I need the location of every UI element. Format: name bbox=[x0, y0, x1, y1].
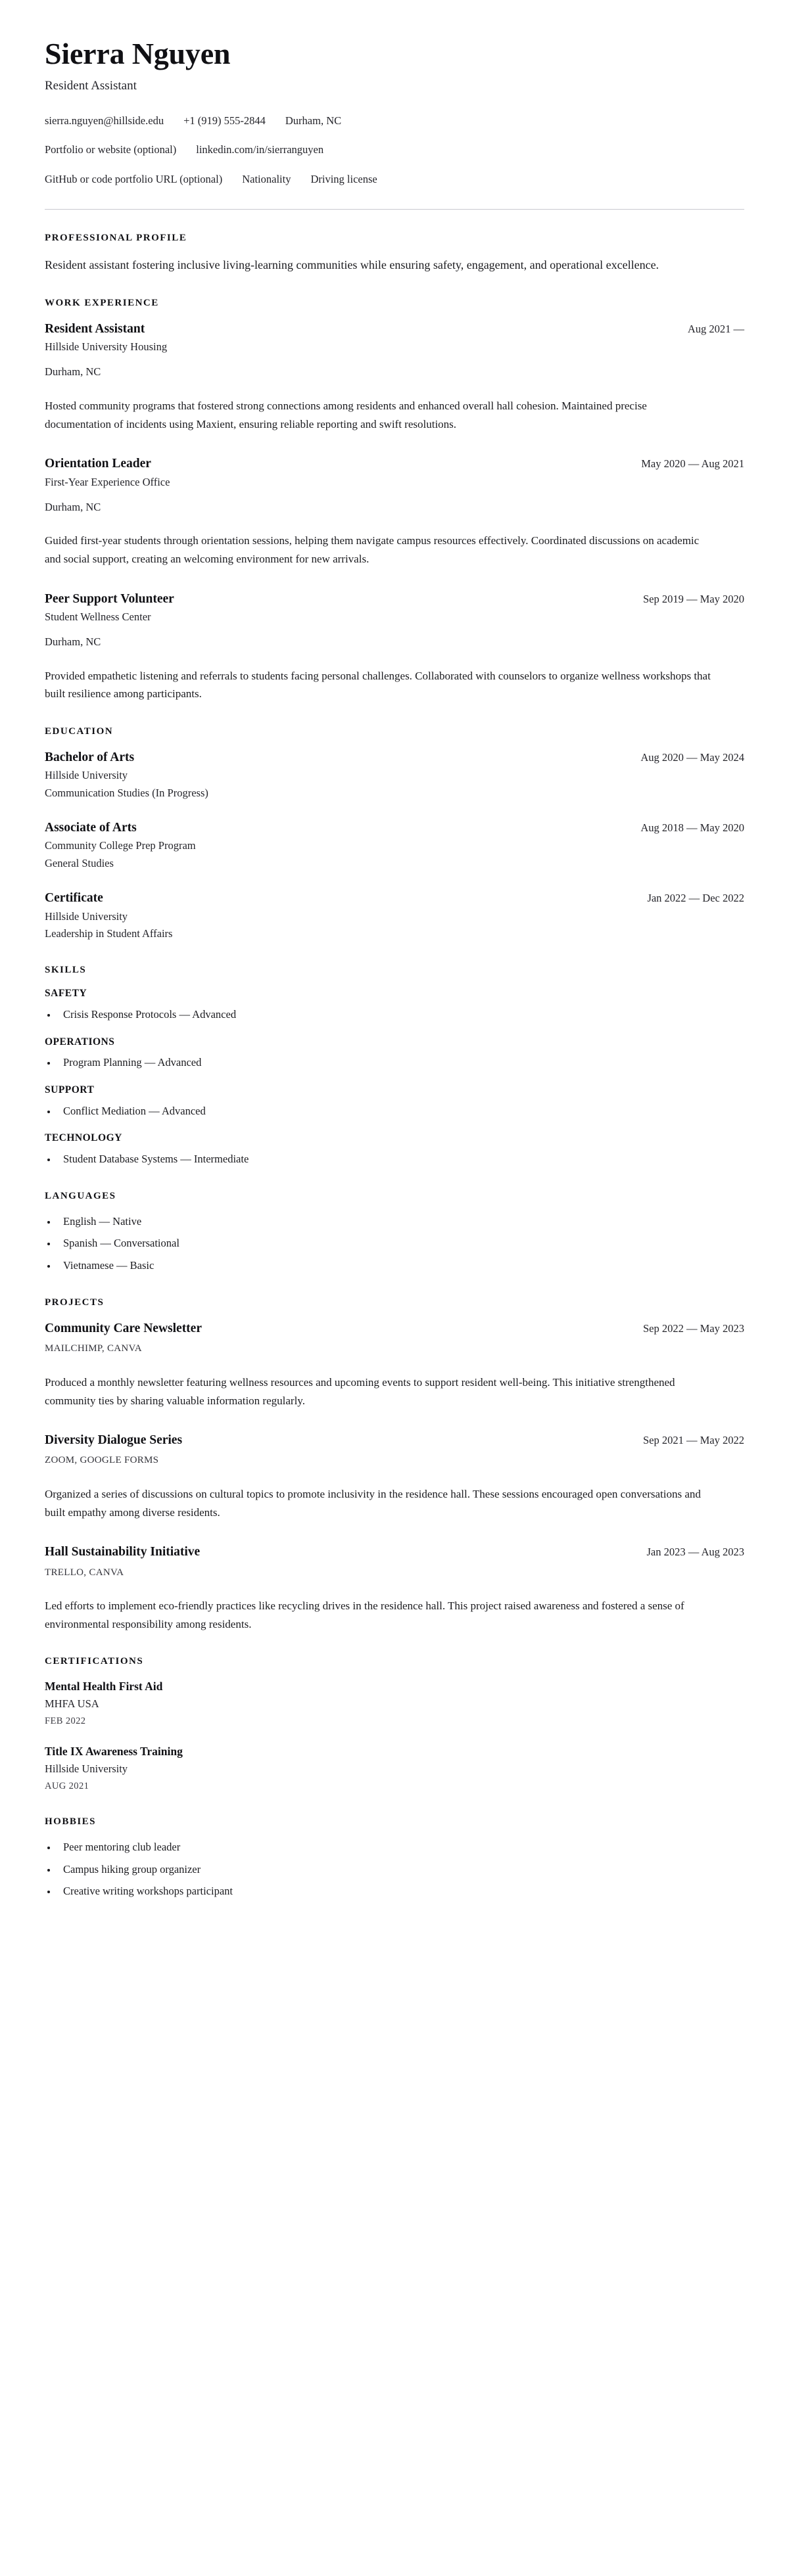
work-entry-description: Hosted community programs that fostered strong connections among residents and enhanced overall hall cohesion. Maintained precise documentation of incidents using Maxient, ensuring reliable reporting and swift resolutions. bbox=[45, 400, 647, 430]
education-entry-field: Communication Studies (In Progress) bbox=[45, 787, 208, 800]
professional-profile-text: Resident assistant fostering inclusive living-learning communities while ensuring safety, engagement, and operational excellence. bbox=[45, 258, 659, 271]
contact-email[interactable]: sierra.nguyen@hillside.edu bbox=[45, 114, 164, 127]
contact-line-primary bbox=[45, 114, 744, 128]
project-entry-head bbox=[45, 1544, 744, 1560]
hobby-item: Campus hiking group organizer bbox=[45, 1862, 744, 1878]
education-entry-date: Jan 2022 — Dec 2022 bbox=[647, 892, 744, 905]
work-entry-head bbox=[45, 591, 744, 607]
section-professional-profile bbox=[45, 232, 744, 275]
project-entry-date: Sep 2021 — May 2022 bbox=[643, 1434, 744, 1447]
project-entry-name: Hall Sustainability Initiative bbox=[45, 1545, 201, 1559]
skill-group-safety bbox=[45, 988, 744, 1023]
education-entry-school: Hillside University bbox=[45, 909, 128, 923]
contact-portfolio-placeholder[interactable]: Portfolio or website (optional) bbox=[45, 143, 177, 156]
work-entry-head bbox=[45, 455, 744, 472]
education-entry-school: Community College Prep Program bbox=[45, 839, 196, 852]
project-entry-stack: ZOOM, GOOGLE FORMS bbox=[45, 1455, 159, 1466]
section-work-experience bbox=[45, 297, 744, 703]
work-entry-role: Orientation Leader bbox=[45, 457, 151, 471]
education-entry-degree: Associate of Arts bbox=[45, 820, 137, 835]
contact-location: Durham, NC bbox=[285, 114, 342, 127]
education-entry bbox=[45, 819, 744, 871]
contact-github-placeholder[interactable]: GitHub or code portfolio URL (optional) bbox=[45, 172, 223, 185]
candidate-name: Sierra Nguyen bbox=[45, 37, 231, 70]
skill-item: Student Database Systems — Intermediate bbox=[45, 1151, 744, 1168]
work-entry-date: May 2020 — Aug 2021 bbox=[641, 457, 744, 471]
project-entry-description: Led efforts to implement eco-friendly practices like recycling drives in the residence hall. This project raised awareness and fostered a sense of environmental responsibility among residents. bbox=[45, 1599, 684, 1630]
work-entry-location: Durham, NC bbox=[45, 500, 101, 513]
education-entry-degree: Certificate bbox=[45, 891, 103, 906]
section-title-projects: PROJECTS bbox=[45, 1297, 105, 1308]
work-entry-organization: Student Wellness Center bbox=[45, 610, 151, 623]
work-entry-head bbox=[45, 321, 744, 337]
section-title-professional-profile: PROFESSIONAL PROFILE bbox=[45, 232, 187, 243]
work-entry-location: Durham, NC bbox=[45, 635, 101, 648]
skill-item: Conflict Mediation — Advanced bbox=[45, 1103, 744, 1120]
education-entry-head bbox=[45, 819, 744, 836]
section-title-education: EDUCATION bbox=[45, 725, 114, 737]
contact-phone[interactable]: +1 (919) 555-2844 bbox=[183, 114, 266, 127]
section-hobbies bbox=[45, 1816, 744, 1900]
certification-date: FEB 2022 bbox=[45, 1716, 86, 1727]
project-entry bbox=[45, 1432, 744, 1521]
section-education bbox=[45, 725, 744, 942]
project-entry-date: Sep 2022 — May 2023 bbox=[643, 1322, 744, 1335]
hobby-list bbox=[45, 1839, 744, 1900]
skill-group-support bbox=[45, 1084, 744, 1119]
section-languages bbox=[45, 1190, 744, 1274]
section-title-languages: LANGUAGES bbox=[45, 1190, 116, 1201]
contact-linkedin[interactable]: linkedin.com/in/sierranguyen bbox=[196, 143, 324, 156]
header-divider bbox=[45, 209, 744, 210]
project-entry-name: Community Care Newsletter bbox=[45, 1321, 202, 1335]
section-skills bbox=[45, 964, 744, 1167]
section-projects bbox=[45, 1297, 744, 1633]
education-entry-school: Hillside University bbox=[45, 769, 128, 782]
education-entry-degree: Bachelor of Arts bbox=[45, 750, 135, 764]
work-entry-organization: First-Year Experience Office bbox=[45, 475, 170, 488]
education-entry-date: Aug 2018 — May 2020 bbox=[640, 821, 744, 834]
work-entry-date: Aug 2021 — bbox=[687, 323, 744, 336]
skill-group-title: TECHNOLOGY bbox=[45, 1132, 122, 1144]
certification-name: Mental Health First Aid bbox=[45, 1680, 163, 1693]
contact-driving-license-placeholder[interactable]: Driving license bbox=[310, 172, 377, 185]
work-entry-organization: Hillside University Housing bbox=[45, 340, 168, 354]
education-entry-head bbox=[45, 890, 744, 906]
certification-date: AUG 2021 bbox=[45, 1780, 89, 1791]
project-entry-head bbox=[45, 1320, 744, 1337]
resume-header bbox=[45, 38, 744, 210]
work-entry-date: Sep 2019 — May 2020 bbox=[643, 592, 744, 605]
work-entry-role: Peer Support Volunteer bbox=[45, 591, 174, 606]
education-entry-field: General Studies bbox=[45, 857, 114, 870]
skill-group-technology bbox=[45, 1132, 744, 1167]
work-entry-description: Provided empathetic listening and referrals to students facing personal challenges. Collaborated with counselors to organize wellness workshops that built resilience among participants. bbox=[45, 669, 711, 701]
work-entry-description: Guided first-year students through orientation sessions, helping them navigate campus resources effectively. Coordinated discussions on academic and social support, creating an welcoming environment for new arrivals. bbox=[45, 534, 700, 566]
skill-list bbox=[45, 1151, 744, 1168]
education-entry-head bbox=[45, 749, 744, 766]
skill-item: Crisis Response Protocols — Advanced bbox=[45, 1007, 744, 1023]
project-entry bbox=[45, 1544, 744, 1633]
section-title-work-experience: WORK EXPERIENCE bbox=[45, 298, 159, 309]
certification-entry bbox=[45, 1679, 744, 1728]
education-entry bbox=[45, 890, 744, 942]
certification-entry bbox=[45, 1744, 744, 1793]
work-entry bbox=[45, 591, 744, 703]
project-entry-description: Organized a series of discussions on cultural topics to promote inclusivity in the residence hall. These sessions encouraged open conversations and built empathy among diverse residents. bbox=[45, 1488, 701, 1519]
work-entry bbox=[45, 455, 744, 568]
language-item: English — Native bbox=[45, 1214, 744, 1230]
skill-list bbox=[45, 1007, 744, 1023]
language-list bbox=[45, 1214, 744, 1274]
skill-group-title: OPERATIONS bbox=[45, 1036, 115, 1047]
education-entry-date: Aug 2020 — May 2024 bbox=[640, 750, 744, 764]
skill-group-title: SAFETY bbox=[45, 988, 87, 1000]
certification-issuer: Hillside University bbox=[45, 1762, 128, 1775]
work-entry-location: Durham, NC bbox=[45, 365, 101, 379]
section-certifications bbox=[45, 1655, 744, 1793]
certification-issuer: MHFA USA bbox=[45, 1697, 99, 1711]
project-entry-description: Produced a monthly newsletter featuring wellness resources and upcoming events to support resident well-being. This initiative strengthened community ties by sharing valuable information regularly. bbox=[45, 1376, 675, 1407]
section-title-certifications: CERTIFICATIONS bbox=[45, 1656, 144, 1667]
project-entry-name: Diversity Dialogue Series bbox=[45, 1433, 183, 1448]
contact-line-extra bbox=[45, 172, 744, 187]
skill-list bbox=[45, 1103, 744, 1120]
candidate-headline: Resident Assistant bbox=[45, 79, 137, 93]
section-title-hobbies: HOBBIES bbox=[45, 1816, 97, 1827]
education-entry-field: Leadership in Student Affairs bbox=[45, 927, 173, 940]
work-entry-role: Resident Assistant bbox=[45, 322, 145, 336]
skill-item: Program Planning — Advanced bbox=[45, 1055, 744, 1071]
project-entry bbox=[45, 1320, 744, 1410]
skill-list bbox=[45, 1055, 744, 1071]
language-item: Spanish — Conversational bbox=[45, 1235, 744, 1252]
hobby-item: Creative writing workshops participant bbox=[45, 1883, 744, 1900]
project-entry-date: Jan 2023 — Aug 2023 bbox=[646, 1546, 744, 1559]
certification-name: Title IX Awareness Training bbox=[45, 1745, 183, 1759]
work-entry bbox=[45, 321, 744, 433]
contact-nationality-placeholder[interactable]: Nationality bbox=[242, 172, 291, 185]
skill-group-title: SUPPORT bbox=[45, 1084, 95, 1096]
language-item: Vietnamese — Basic bbox=[45, 1258, 744, 1274]
hobby-item: Peer mentoring club leader bbox=[45, 1839, 744, 1856]
project-entry-stack: MAILCHIMP, CANVA bbox=[45, 1343, 142, 1354]
education-entry bbox=[45, 749, 744, 801]
project-entry-stack: TRELLO, CANVA bbox=[45, 1567, 124, 1578]
skill-group-operations bbox=[45, 1036, 744, 1071]
section-title-skills: SKILLS bbox=[45, 965, 87, 976]
contact-line-web bbox=[45, 143, 744, 157]
project-entry-head bbox=[45, 1432, 744, 1448]
